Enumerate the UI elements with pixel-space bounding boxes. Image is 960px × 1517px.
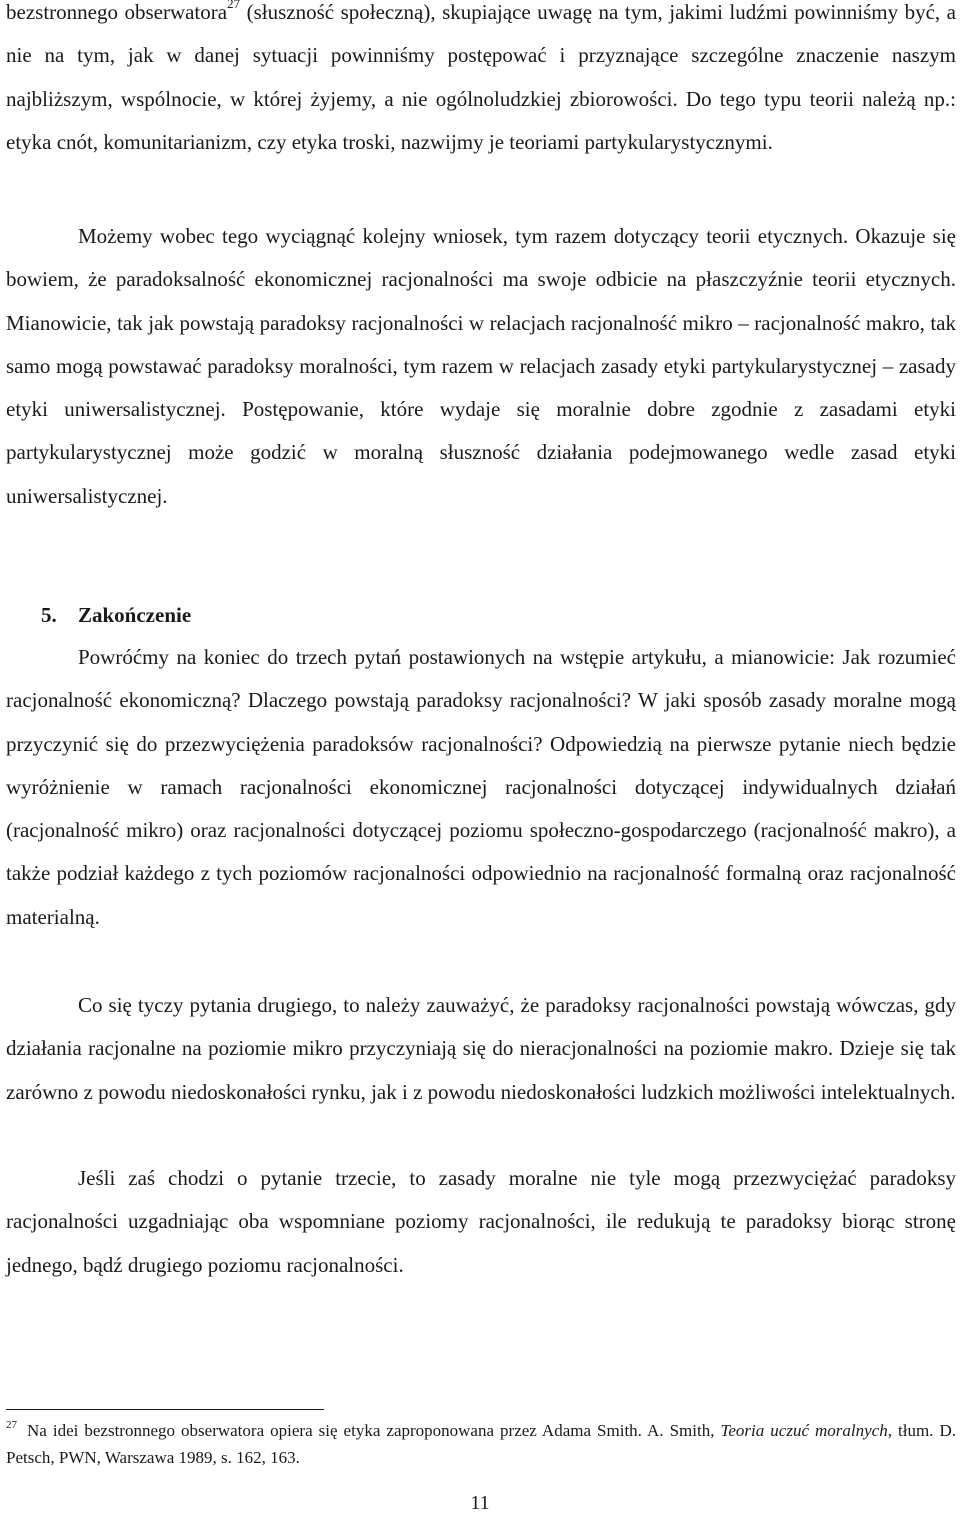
footnote-reference[interactable]: 27 — [227, 0, 241, 11]
footnote — [6, 1417, 956, 1471]
paragraph-second-question: Co się tyczy pytania drugiego, to należy zauważyć, że paradoksy racjonalności powstają wówczas, gdy działania racjonalne na poziomie mikro przyczyniają się do nieracjonalności na poziomie makro. Dzieje się tak zarówno z powodu niedoskonałości rynku, jak i z powodu niedoskonałości ludzkich możliwości intelektualnych. — [6, 993, 956, 1104]
paragraph-conclusion-ethics: Możemy wobec tego wyciągnąć kolejny wniosek, tym razem dotyczący teorii etycznych. Okazuje się bowiem, że paradoksalność ekonomicznej racjonalności ma swoje odbicie na płaszczyźnie teorii etycznych. Mianowicie, tak jak powstają paradoksy racjonalności w relacjach racjonalność mikro – racjonalność makro, tak samo mogą powstawać paradoksy moralności, tym razem w relacjach zasady etyki partykularystycznej – zasady etyki uniwersalistycznej. Postępowanie, które wydaje się moralnie dobre zgodnie z zasadami etyki partykularystycznej może godzić w moralną słuszność działania podejmowanego wedle zasad etyki uniwersalistycznej. — [6, 224, 956, 508]
footnote-text-a: Na idei bezstronnego obserwatora opiera się etyka zaproponowana przez Adama Smith. A. Smith, — [27, 1421, 721, 1440]
section-title: Zakończenie — [78, 603, 192, 627]
footnote-divider — [6, 1409, 324, 1410]
paragraph-rest: (słuszność społeczną), skupiające uwagę na tym, jakimi ludźmi powinniśmy być, a nie na tym, jak w danej sytuacji powinniśmy postępować i przyznające szczególne znaczenie naszym najbliższym, wspólnocie, w której żyjemy, a nie ogólnoludzkiej zbiorowości. Do tego typu teorii należą np.: etyka cnót, komunitarianizm, czy etyka troski, nazwijmy je teoriami partykularystycznymi. — [6, 0, 956, 154]
section-number: 5. — [41, 603, 57, 627]
paragraph-continuation — [6, 0, 956, 164]
footnote-marker: 27 — [6, 1419, 17, 1431]
footnote-text-b: , tłum. D. Petsch, PWN, Warszawa 1989, s. 162, 163. — [6, 1421, 956, 1467]
section-heading — [41, 594, 191, 637]
paragraph-summary-questions: Powróćmy na koniec do trzech pytań postawionych na wstępie artykułu, a mianowicie: Jak rozumieć racjonalność ekonomiczną? Dlaczego powstają paradoksy racjonalności? W jaki sposób zasady moralne mogą przyczynić się do przezwyciężenia paradoksów racjonalności? Odpowiedzią na pierwsze pytanie niech będzie wyróżnienie w ramach racjonalności ekonomicznej racjonalności dotyczącej indywidualnych działań (racjonalność mikro) oraz racjonalności dotyczącej poziomu społeczno-gospodarczego (racjonalność makro), a także podział każdego z tych poziomów racjonalności odpowiednio na racjonalność formalną oraz racjonalność materialną. — [6, 645, 956, 929]
paragraph-lead: bezstronnego obserwatora — [6, 0, 228, 24]
page-number: 11 — [470, 1492, 490, 1514]
footnote-book-title: Teoria uczuć moralnych — [720, 1421, 888, 1440]
paragraph-third-question: Jeśli zaś chodzi o pytanie trzecie, to zasady moralne nie tyle mogą przezwyciężać paradoksy racjonalności uzgadniając oba wspomniane poziomy racjonalności, ile redukują te paradoksy biorąc stronę jednego, bądź drugiego poziomu racjonalności. — [6, 1166, 956, 1277]
